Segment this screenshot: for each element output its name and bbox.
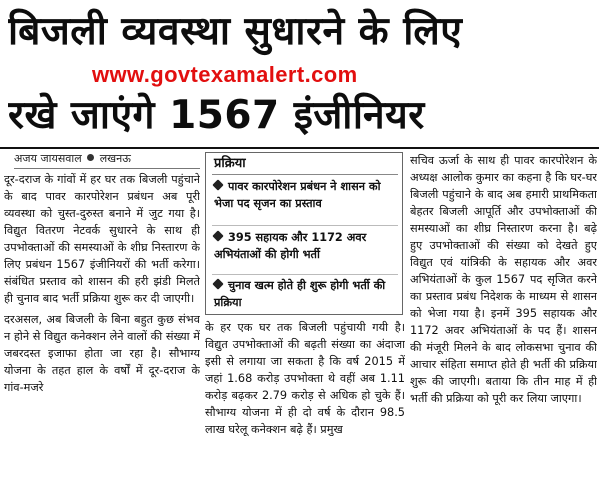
column2-text: के हर एक घर तक बिजली पहुंचायी गयी है। विद्युत उपभोक्ताओं की बढ़ती संख्या का अंदाजा इसी से लगाया जा सकता है कि वर्ष 2015 में जहां 1.68 करोड़ उपभोक्ता थे वहीं अब 1.11 करोड़ बढ़कर 2.79 करोड़ से अधिक हो चुके हैं। सौभाग्य योजना में ही दो वर्ष के दौरान 98.5 लाख घरेलू कनेक्शन बढ़े हैं। प्रमुख (205, 321, 405, 436)
headline-line-2: रखे जाएंगे 1567 इंजीनियर (8, 93, 425, 138)
byline (14, 151, 131, 167)
column1-paragraph-2: दरअसल, अब बिजली के बिना बहुत कुछ संभव न होने से विद्युत कनेक्शन लेने वालों की संख्या में जबरदस्त इजाफा होता जा रहा है। सौभाग्य योजना के तहत हाल के वर्षों में दूर-दराज के गांव-मजरे (4, 313, 200, 394)
article-column-3 (410, 152, 597, 477)
article-column-2 (205, 319, 405, 479)
sidebar-item (214, 178, 400, 212)
sidebar-item-text: 395 सहायक और 1172 अवर अभियंताओं की होगी भर्ती (214, 231, 367, 261)
top-divider (0, 147, 599, 149)
sidebar-separator (212, 274, 398, 275)
headline-line-1: बिजली व्यवस्था सुधारने के लिए (8, 9, 463, 54)
sidebar-item (214, 277, 400, 311)
process-sidebar-box (205, 152, 403, 315)
sidebar-item-text: पावर कारपोरेशन प्रबंधन ने शासन को भेजा पद सृजन का प्रस्ताव (214, 180, 381, 210)
diamond-bullet-icon (212, 179, 223, 190)
bullet-dot-icon (87, 154, 94, 161)
sidebar-title-divider (212, 174, 398, 175)
byline-location: लखनऊ (99, 152, 131, 165)
watermark-url: www.govtexamalert.com (92, 62, 358, 87)
sidebar-item-text: चुनाव खत्म होते ही शुरू होगी भर्ती की प्रक्रिया (214, 279, 386, 309)
article-column-1 (4, 171, 200, 479)
byline-author: अजय जायसवाल (14, 152, 82, 165)
byline-divider (14, 168, 200, 169)
diamond-bullet-icon (212, 230, 223, 241)
sidebar-title: प्रक्रिया (214, 156, 246, 171)
sidebar-separator (212, 225, 398, 226)
sidebar-item (214, 229, 400, 263)
column1-paragraph-1: दूर-दराज के गांवों में हर घर तक बिजली पहुंचाने के बाद पावर कारपोरेशन प्रबंधन अब पूरी व्यवस्था को चुस्त-दुरुस्त बनाने में जुट गया है। विद्युत वितरण नेटवर्क सुधारने के साथ ही उपभोक्ताओं की समस्याओं के शीघ्र निस्तारण के लिए प्रबंधन 1567 इंजीनियरों की भर्ती करेगा। संबंधित प्रस्ताव को शासन की हरी झंडी मिलते ही चुनाव बाद भर्ती प्रक्रिया शुरू कर दी जाएगी। (4, 173, 200, 305)
column3-text: सचिव ऊर्जा के साथ ही पावर कारपोरेशन के अध्यक्ष आलोक कुमार का कहना है कि घर-घर बिजली पहुंचाने के बाद अब हमारी प्राथमिकता बेहतर बिजली आपूर्ति और उपभोक्ताओं की समस्याओं का शीघ्र निस्तारण करना है। बढ़े हुए उपभोक्ताओं की संख्या को देखते हुए विद्युत एवं यांत्रिकी के सहायक और अवर अभियंताओं के कुल 1567 पद सृजित करने का प्रस्ताव प्रबंध निदेशक के माध्यम से शासन को भेजा गया है। इनमें 395 सहायक और 1172 अवर अभियंताओं के पद हैं। शासन की मंजूरी मिलने के बाद लोकसभा चुनाव की आचार संहिता समाप्त होते ही भर्ती की प्रक्रिया शुरू की जाएगी। बताया कि तीन माह में ही भर्ती की प्रक्रिया को पूरी कर लिया जाएगा। (410, 154, 597, 405)
diamond-bullet-icon (212, 278, 223, 289)
